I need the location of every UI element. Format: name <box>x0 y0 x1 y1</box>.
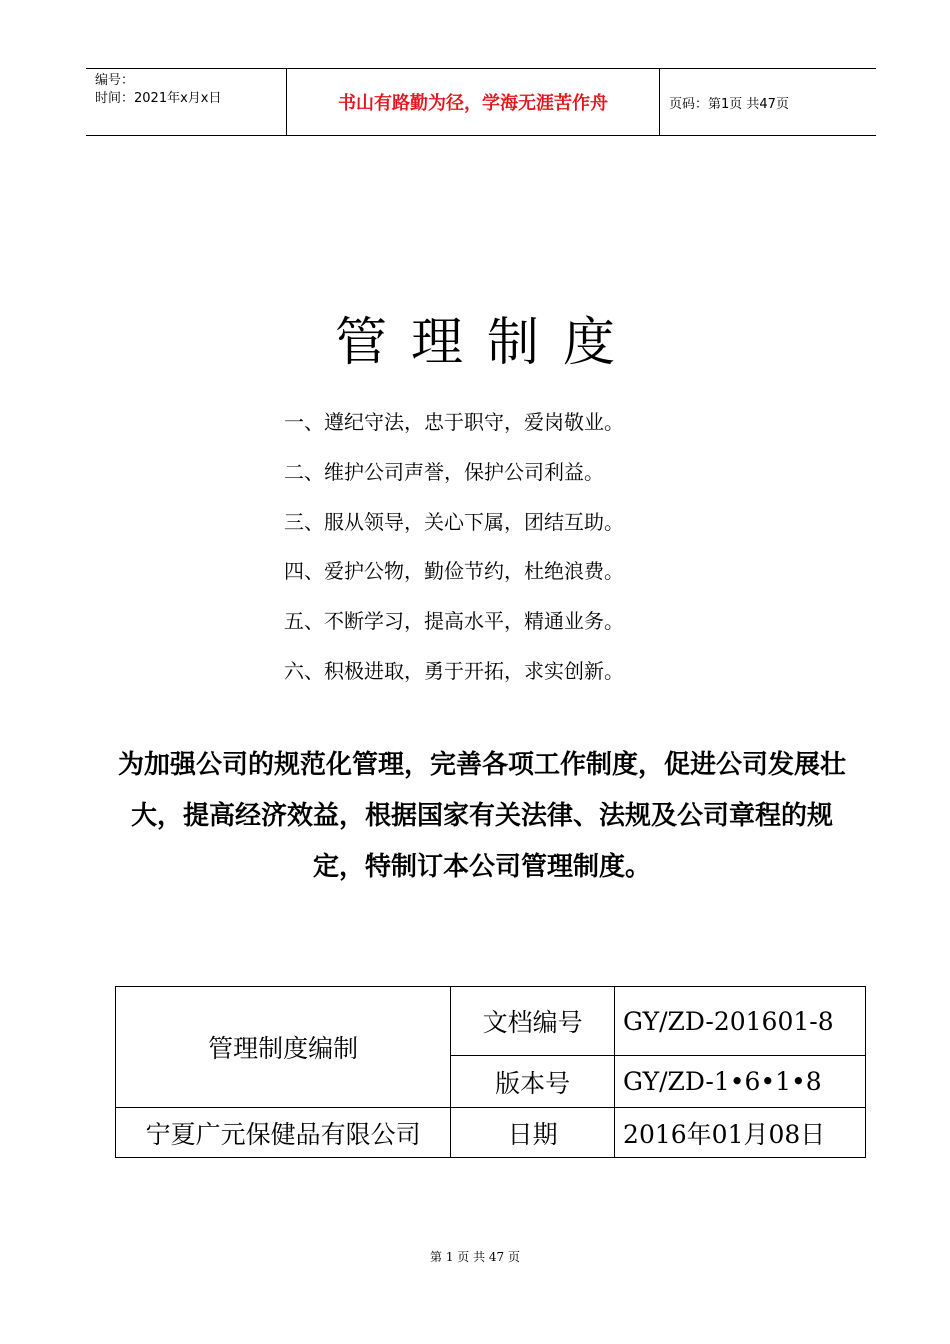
company-name: 宁夏广元保健品有限公司 <box>116 1108 451 1158</box>
version-label: 版本号 <box>451 1056 615 1108</box>
principle-item: 五、不断学习，提高水平，精通业务。 <box>284 609 624 634</box>
compile-label: 管理制度编制 <box>116 987 451 1108</box>
header-motto: 书山有路勤为径，学海无涯苦作舟 <box>287 69 660 135</box>
version-value: GY/ZD-1•6•1•8 <box>615 1056 866 1108</box>
doc-number-label: 文档编号 <box>451 987 615 1056</box>
header-meta <box>86 69 287 135</box>
principle-item: 四、爱护公物，勤俭节约，杜绝浪费。 <box>284 559 624 584</box>
principle-item: 一、遵纪守法，忠于职守，爱岗敬业。 <box>284 410 624 434</box>
principle-item: 二、维护公司声誉，保护公司利益。 <box>284 459 604 484</box>
document-title: 管理制度 <box>334 312 639 373</box>
date-value: 2016年01月08日 <box>615 1108 866 1158</box>
principles-list <box>284 398 624 697</box>
intro-paragraph: 为加强公司的规范化管理，完善各项工作制度，促进公司发展壮大，提高经济效益，根据国家有关法律、法规及公司章程的规定，特制订本公司管理制度。 <box>117 750 846 882</box>
document-info-table <box>115 986 866 1158</box>
table-row <box>116 1108 866 1158</box>
header-page-number: 页码：第1页 共47页 <box>669 96 789 112</box>
page-footer: 第 1 页 共 47 页 <box>430 1250 520 1264</box>
page-header <box>86 68 876 136</box>
table-row <box>116 987 866 1056</box>
principle-item: 六、积极进取，勇于开拓，求实创新。 <box>284 658 624 683</box>
document-number-label: 编号： <box>95 73 135 88</box>
date-label: 日期 <box>451 1108 615 1158</box>
doc-number-value: GY/ZD-201601-8 <box>615 987 866 1056</box>
principle-item: 三、服从领导，关心下属，团结互助。 <box>284 509 624 534</box>
document-time-label: 时间：2021年x月x日 <box>95 91 222 106</box>
